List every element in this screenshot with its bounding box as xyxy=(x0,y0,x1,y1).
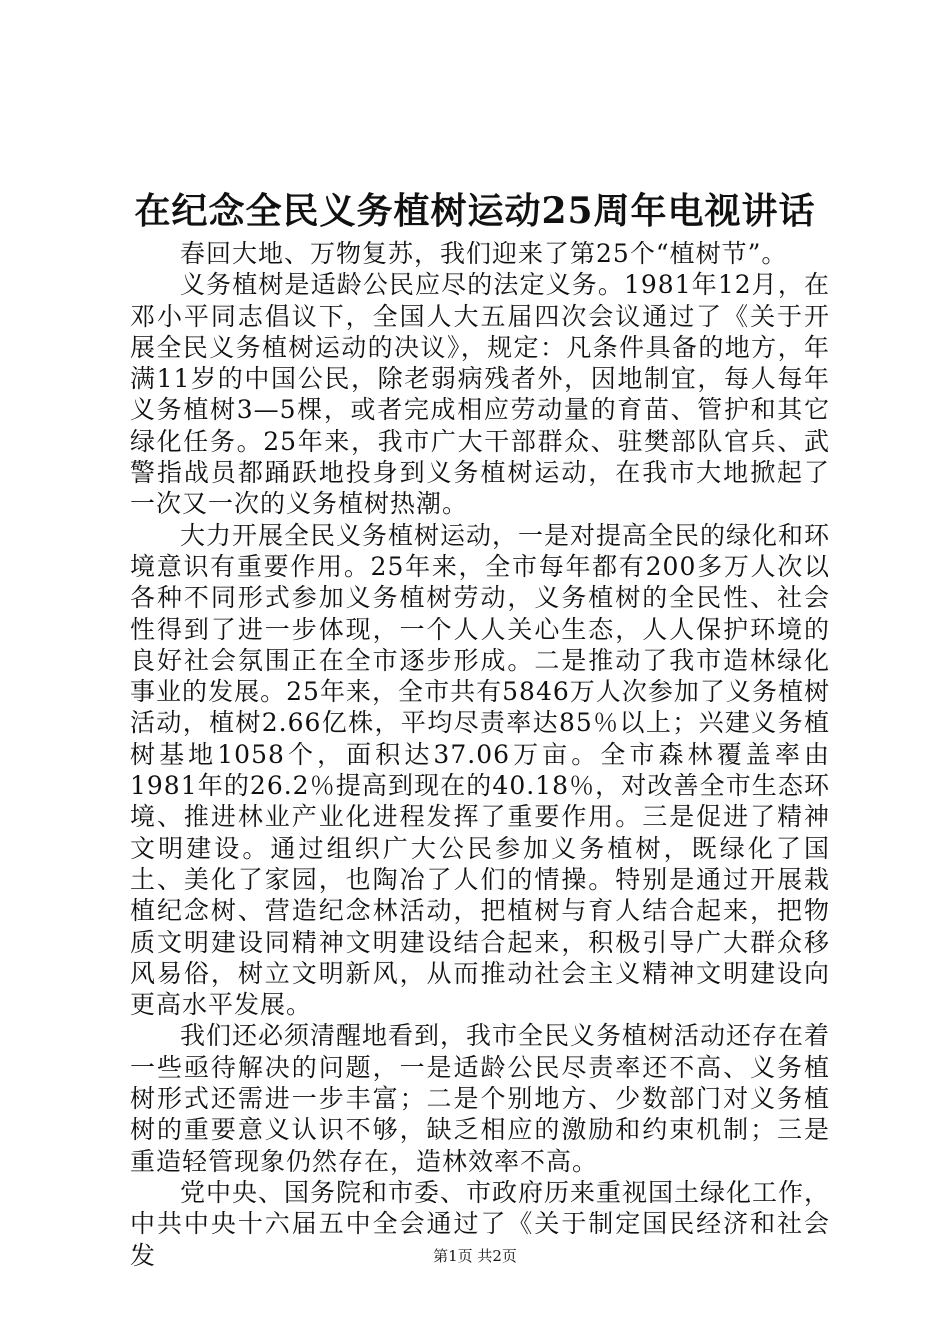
page-number: 第1页 共2页 xyxy=(433,1247,517,1265)
paragraph: 党中央、国务院和市委、市政府历来重视国土绿化工作，中共中央十六届五中全会通过了《关于制定国民经济和社会发 xyxy=(130,1177,831,1270)
document-title: 在纪念全民义务植树运动25周年电视讲话 xyxy=(134,190,816,232)
document-body xyxy=(130,238,830,1271)
paragraph: 义务植树是适龄公民应尽的法定义务。1981年12月，在邓小平同志倡议下，全国人大五届四次会议通过了《关于开展全民义务植树运动的决议》，规定：凡条件具备的地方，年满11岁的中国公民，除老弱病残者外，因地制宜，每人每年义务植树3—5棵，或者完成相应劳动量的育苗、管护和其它绿化任务。25年来，我市广大干部群众、驻樊部队官兵、武警指战员都踊跃地投身到义务植树运动，在我市大地掀起了一次又一次的义务植树热潮。 xyxy=(130,270,830,519)
paragraph: 我们还必须清醒地看到，我市全民义务植树活动还存在着一些亟待解决的问题，一是适龄公民尽责率还不高、义务植树形式还需进一步丰富；二是个别地方、少数部门对义务植树的重要意义认识不够，缺乏相应的激励和约束机制；三是重造轻管现象仍然存在，造林效率不高。 xyxy=(130,1021,831,1176)
paragraph: 大力开展全民义务植树运动，一是对提高全民的绿化和环境意识有重要作用。25年来，全市每年都有200多万人次以各种不同形式参加义务植树劳动，义务植树的全民性、社会性得到了进一步体现，一个人人关心生态，人人保护环境的良好社会氛围正在全市逐步形成。二是推动了我市造林绿化事业的发展。25年来，全市共有5846万人次参加了义务植树活动，植树2.66亿株，平均尽责率达85％以上；兴建义务植树基地1058个，面积达37.06万亩。全市森林覆盖率由1981年的26.2％提高到现在的40.18％，对改善全市生态环境、推进林业产业化进程发挥了重要作用。三是促进了精神文明建设。通过组织广大公民参加义务植树，既绿化了国土、美化了家园，也陶冶了人们的情操。特别是通过开展栽植纪念树、营造纪念林活动，把植树与育人结合起来，把物质文明建设同精神文明建设结合起来，积极引导广大群众移风易俗，树立文明新风，从而推动社会主义精神文明建设向更高水平发展。 xyxy=(130,520,831,1020)
paragraph: 春回大地、万物复苏，我们迎来了第25个“植树节”。 xyxy=(180,239,788,268)
